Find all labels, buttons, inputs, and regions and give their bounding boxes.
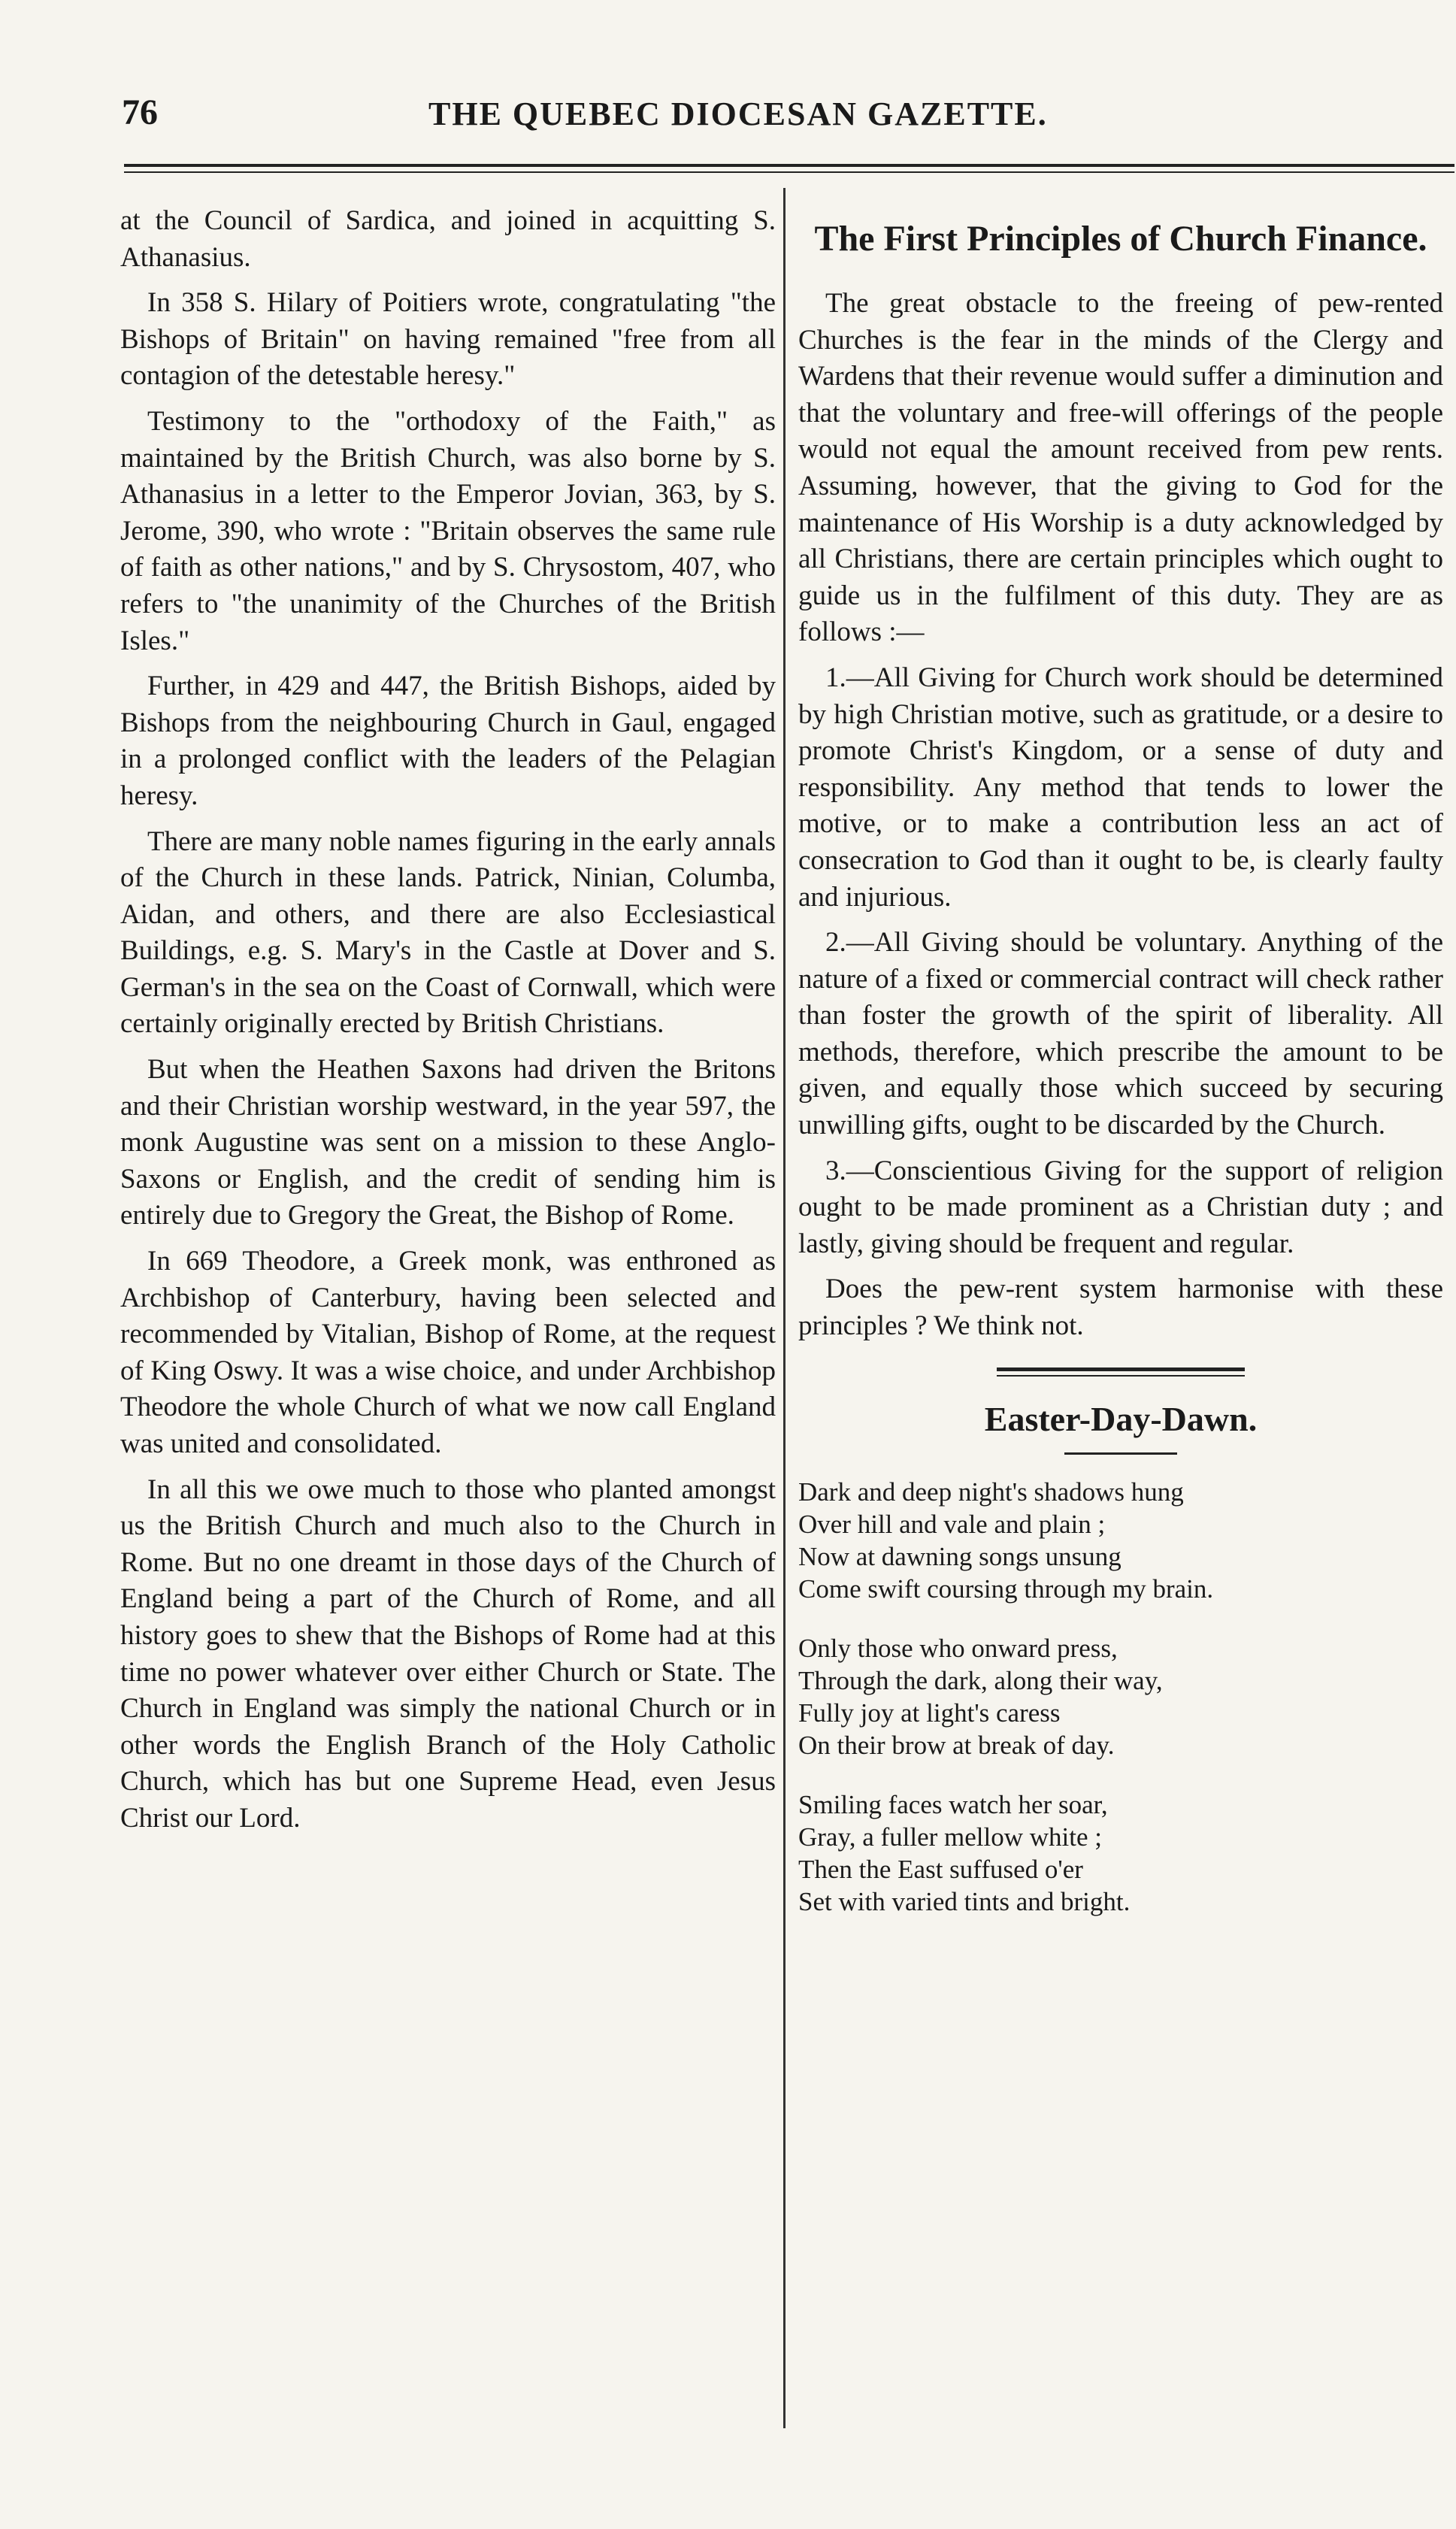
paragraph: 1.—All Giving for Church work should be determined by high Christian motive, such as gratitude, or a desire to promote Christ's Kingdom, or a sense of duty and responsibility. Any method that tends to lower the motive, or to make a contribution less an act of consecration to God than it ought to be, is clearly faulty and injurious. <box>798 662 1443 913</box>
paragraph: Testimony to the "orthodoxy of the Faith," as maintained by the British Church, was also borne by S. Athanasius in a letter to the Emperor Jovian, 363, by S. Jerome, 390, who wrote : "Britain observes the same rule of faith as other nations," and by S. Chrysostom, 407, who refers to "the unanimity of the Churches of the British Isles." <box>120 405 776 656</box>
poem-line: Fully joy at light's caress <box>798 1698 1061 1728</box>
poem-line: Through the dark, along their way, <box>798 1665 1163 1695</box>
paragraph: But when the Heathen Saxons had driven the Britons and their Christian worship westward, in the year 597, the monk Augustine was sent on a mission to these Anglo-Saxons or English, and the credit of sending him is entirely due to Gregory the Great, the Bishop of Rome. <box>120 1054 776 1231</box>
paragraph: Further, in 429 and 447, the British Bishops, aided by Bishops from the neighbouring Church in Gaul, engaged in a prolonged conflict with the leaders of the Pelagian heresy. <box>120 671 776 811</box>
paragraph: In 358 S. Hilary of Poitiers wrote, congratulating "the Bishops of Britain" on having remained "free from all contagion of the detestable heresy." <box>120 287 776 392</box>
poem-line: On their brow at break of day. <box>798 1730 1115 1760</box>
paragraph: Does the pew-rent system harmonise with these principles ? We think not. <box>798 1274 1443 1342</box>
poem-line: Gray, a fuller mellow white ; <box>798 1822 1102 1852</box>
article-title: The First Principles of Church Finance. <box>814 219 1427 259</box>
section-rule-thin <box>997 1375 1245 1377</box>
poem-line: Come swift coursing through my brain. <box>798 1573 1214 1604</box>
poem-line: Over hill and vale and plain ; <box>798 1509 1106 1539</box>
page-header <box>113 89 1391 141</box>
column-divider <box>783 188 786 2428</box>
poem-line: Only those who onward press, <box>798 1633 1118 1663</box>
poem-line: Then the East suffused o'er <box>798 1854 1083 1884</box>
poem-line: Dark and deep night's shadows hung <box>798 1477 1184 1507</box>
right-column <box>798 203 1443 1945</box>
poem-line: Now at dawning songs unsung <box>798 1541 1122 1571</box>
paragraph: In 669 Theodore, a Greek monk, was enthroned as Archbishop of Canterbury, having been selected and recommended by Vitalian, Bishop of Rome, at the request of King Oswy. It was a wise choice, and under Archbishop Theodore the whole Church of what we now call England was united and consolidated. <box>120 1246 776 1459</box>
header-rule <box>124 164 1454 167</box>
page-number: 76 <box>122 92 158 132</box>
poem-line: Set with varied tints and bright. <box>798 1886 1131 1916</box>
paragraph: In all this we owe much to those who planted amongst us the British Church and much also to the Church in Rome. But no one dreamt in those days of the Church of England being a part of the Church of Rome, and all history goes to shew that the Bishops of Rome had at this time no power whatever over either Church or State. The Church in England was simply the national Church or in other words the English Branch of the Holy Catholic Church, which has but one Supreme Head, even Jesus Christ our Lord. <box>120 1473 776 1834</box>
section-rule <box>997 1367 1245 1371</box>
header-rule-thin <box>124 171 1454 173</box>
paragraph: at the Council of Sardica, and joined in acquitting S. Athanasius. <box>120 205 776 273</box>
left-column <box>120 203 776 1846</box>
poem-stanza <box>798 1476 1443 1605</box>
poem-line: Smiling faces watch her soar, <box>798 1789 1108 1819</box>
paragraph: The great obstacle to the freeing of pew-rented Churches is the fear in the minds of the Clergy and Wardens that their revenue would suffer a diminution and that the voluntary and free-will offerings of the people would not equal the amount received from pew rents. Assuming, however, that the giving to God for the maintenance of His Worship is a duty acknowledged by all Christians, there are certain principles which ought to guide us in the fulfilment of this duty. They are as follows :— <box>798 288 1443 648</box>
poem-title-rule <box>1064 1452 1177 1455</box>
poem-stanza <box>798 1632 1443 1761</box>
paragraph: 3.—Conscientious Giving for the support of religion ought to be made prominent as a Christian duty ; and lastly, giving should be frequent and regular. <box>798 1155 1443 1259</box>
paragraph: 2.—All Giving should be voluntary. Anything of the nature of a fixed or commercial contract will check rather than foster the growth of the spirit of liberality. All methods, therefore, which prescribe the amount to be given, and equally those which succeed by securing unwilling gifts, ought to be discarded by the Church. <box>798 927 1443 1141</box>
poem-title: Easter-Day-Dawn. <box>984 1399 1258 1438</box>
running-title: THE QUEBEC DIOCESAN GAZETTE. <box>428 95 1048 132</box>
poem-stanza <box>798 1788 1443 1918</box>
paragraph: There are many noble names figuring in the early annals of the Church in these lands. Patrick, Ninian, Columba, Aidan, and others, and there are also Ecclesiastical Buildings, e.g. S. Mary's in the Castle at Dover and S. German's in the sea on the Coast of Cornwall, which were certainly originally erected by British Christians. <box>120 825 776 1040</box>
